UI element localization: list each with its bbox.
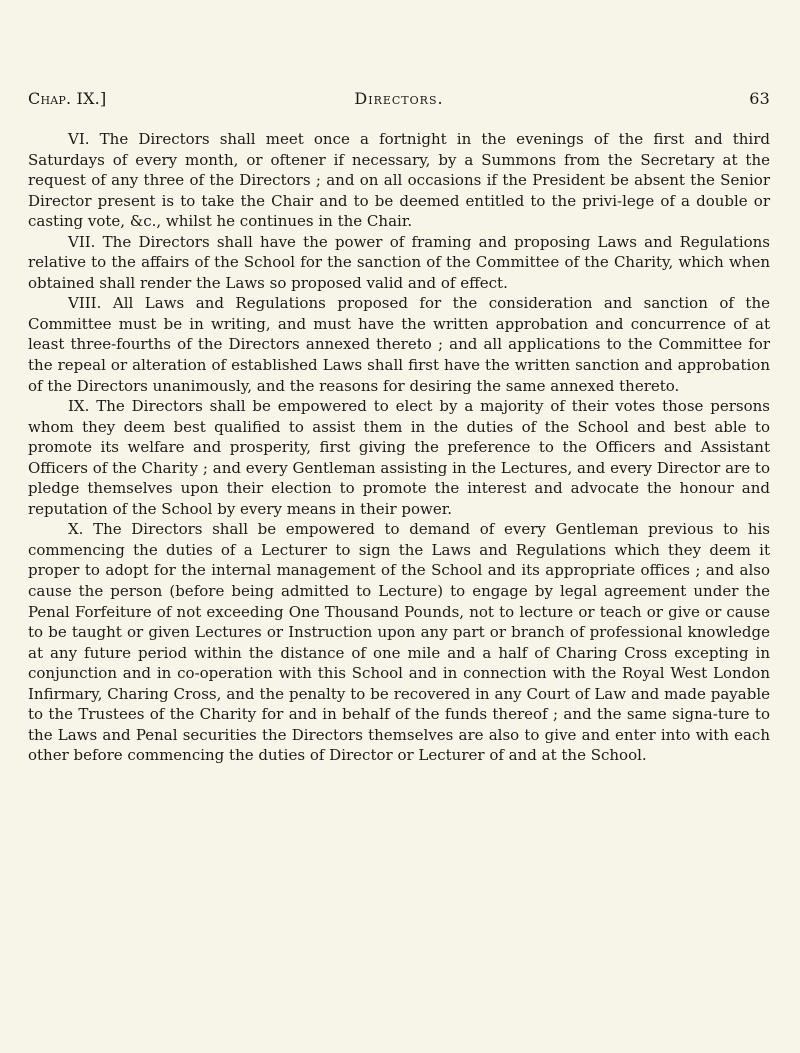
- paragraph-vii: VII. The Directors shall have the power of framing and proposing Laws and Regulations relative to the affairs of the School for the sanction of the Committee of the Charity, which when obtained shall render the Laws so proposed valid and of effect.: [28, 232, 770, 292]
- paragraph-viii: VIII. All Laws and Regulations proposed for the consideration and sanction of the Committee must be in writing, and must have the written approbation and concurrence of at least three-fourths of the Directors annexed thereto ; and all applications to the Committee for the repeal or alteration of established Laws shall first have the written sanction and approbation of the Directors unanimously, and the reasons for desiring the same annexed thereto.: [28, 294, 770, 395]
- body-text: [28, 129, 770, 766]
- paragraph-x: X. The Directors shall be empowered to demand of every Gentleman previous to his commencing the duties of a Lecturer to sign the Laws and Regulations which they deem it proper to adopt for the internal management of the School and its appropriate offices ; and also cause the person (before being admitted to Lecture) to engage by legal agreement under the Penal Forfeiture of not exceeding One Thousand Pounds, not to lecture or teach or give or cause to be taught or given Lectures or Instruction upon any part or branch of professional knowledge at any future period within the distance of one mile and a half of Charing Cross excepting in conjunction and in co-operation with this School and in connection with the Royal West London Infirmary, Charing Cross, and the penalty to be recovered in any Court of Law and made payable to the Trustees of the Charity for and in behalf of the funds thereof ; and the same signa-ture to the Laws and Penal securities the Directors themselves are also to give and enter into with each other before commencing the duties of Director or Lecturer of and at the School.: [28, 520, 770, 765]
- paragraph-vi: VI. The Directors shall meet once a fortnight in the evenings of the first and third Saturdays of every month, or oftener if necessary, by a Summons from the Secretary at the request of any three of the Directors ; and on all occasions if the President be absent the Senior Director present is to take the Chair and to be deemed entitled to the privi-lege of a double or casting vote, &c., whilst he continues in the Chair.: [28, 130, 770, 231]
- running-head: [28, 88, 770, 110]
- page-number: 63: [749, 89, 770, 108]
- page-title: Directors.: [354, 89, 444, 108]
- chapter-reference: Chap. IX.]: [28, 89, 107, 108]
- paragraph-ix: IX. The Directors shall be empowered to elect by a majority of their votes those persons whom they deem best qualified to assist them in the duties of the School and best able to promote its welfare and prosperity, first giving the preference to the Officers and Assistant Officers of the Charity ; and every Gentleman assisting in the Lectures, and every Director are to pledge themselves upon their election to promote the interest and advocate the honour and reputation of the School by every means in their power.: [28, 397, 770, 518]
